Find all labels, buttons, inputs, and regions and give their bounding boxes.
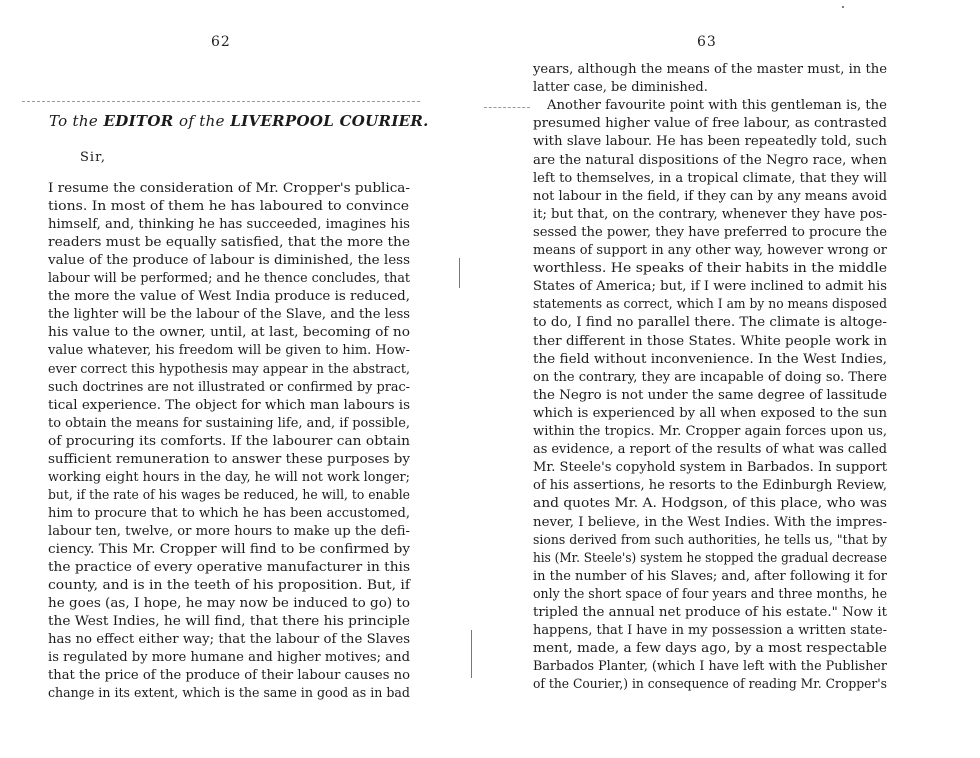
- text-line: ciency. This Mr. Cropper will find to be confirmed by: [48, 542, 411, 557]
- text-line: never, I believe, in the West Indies. With the impres-: [533, 514, 887, 530]
- text-line: the field without inconvenience. In the West Indies,: [533, 351, 887, 367]
- text-line: happens, that I have in my possession a written state-: [533, 623, 887, 639]
- text-line: ther different in those States. White people work in: [533, 333, 888, 349]
- heading-mid: of the: [179, 112, 225, 130]
- text-line: value whatever, his freedom will be given to him. How-: [48, 343, 411, 359]
- text-line: worthless. He speaks of their habits in the middle: [533, 261, 888, 277]
- text-line: the lighter will be the labour of the Slave, and the less: [48, 307, 411, 323]
- text-line: presumed higher value of free labour, as contrasted: [533, 116, 888, 132]
- heading-editor: EDITOR: [103, 112, 174, 130]
- text-line: of procuring its comforts. If the labourer can obtain: [48, 433, 411, 449]
- text-line: it; but that, on the contrary, whenever they have pos-: [533, 206, 887, 222]
- text-line: sufficient remuneration to answer these purposes by: [48, 451, 411, 467]
- text-line: tical experience. The object for which man labours is: [48, 397, 410, 413]
- text-line: working eight hours in the day, he will not work longer;: [48, 469, 410, 485]
- text-line: latter case, be diminished.: [533, 80, 708, 96]
- text-line: I resume the consideration of Mr. Cropper's publica-: [48, 181, 410, 196]
- text-line: States of America; but, if I were inclined to admit his: [533, 279, 887, 295]
- text-line: Another favourite point with this gentleman is, the: [547, 98, 887, 114]
- text-line: the West Indies, he will find, that there his principle: [48, 614, 410, 630]
- text-line: but, if the rate of his wages be reduced, he will, to enable: [48, 487, 410, 503]
- text-line: the Negro is not under the same degree of lassitude: [533, 387, 888, 403]
- text-line: has no effect either way; that the labour of the Slaves: [48, 632, 411, 648]
- text-line: with slave labour. He has been repeatedly told, such: [533, 134, 887, 150]
- text-line: such doctrines are not illustrated or confirmed by prac-: [48, 379, 411, 395]
- text-line: Mr. Steele's copyhold system in Barbados. In support: [533, 460, 888, 476]
- text-line: his (Mr. Steele's) system he stopped the gradual decrease: [533, 550, 888, 566]
- left-page: [0, 0, 480, 758]
- text-line: on the contrary, they are incapable of doing so. There: [533, 369, 888, 385]
- text-line: left to themselves, in a tropical climate, that they will: [533, 170, 887, 186]
- heading-paper: LIVERPOOL COURIER.: [230, 112, 429, 130]
- text-line: tripled the annual net produce of his estate." Now it: [533, 605, 888, 620]
- header-rule: [22, 101, 420, 102]
- text-line: tions. In most of them he has laboured to convince: [48, 199, 410, 215]
- text-line: the practice of every operative manufacturer in this: [48, 560, 410, 576]
- text-line: are the natural dispositions of the Negro race, when: [533, 152, 887, 168]
- page-number: 62: [211, 34, 231, 50]
- text-line: of the Courier,) in consequence of reading Mr. Cropper's: [533, 677, 887, 693]
- text-line: as evidence, a report of the results of what was called: [533, 442, 888, 458]
- text-line: him to procure that to which he has been accustomed,: [48, 505, 411, 521]
- text-line: which is experienced by all when exposed to the sun: [533, 405, 888, 421]
- text-line: in the number of his Slaves; and, after following it for: [533, 568, 887, 584]
- text-line: labour ten, twelve, or more hours to make up the defi-: [48, 523, 410, 539]
- text-line: means of support in any other way, however wrong or: [533, 243, 887, 258]
- text-line: within the tropics. Mr. Cropper again forces upon us,: [533, 424, 887, 439]
- text-line: and quotes Mr. A. Hodgson, of this place, who was: [533, 496, 888, 512]
- text-line: change in its extent, which is the same in good as in bad: [48, 686, 410, 702]
- text-line: sions derived from such authorities, he tells us, "that by: [533, 532, 888, 548]
- text-line: labour will be performed; and he thence concludes, that: [48, 271, 411, 287]
- text-line: his value to the owner, until, at last, becoming of no: [48, 325, 410, 341]
- text-line: is regulated by more humane and higher motives; and: [48, 650, 410, 666]
- text-line: statements as correct, which I am by no means disposed: [533, 297, 887, 313]
- text-line: only the short space of four years and three months, he: [533, 586, 888, 602]
- heading-prefix: To the: [49, 112, 99, 130]
- page-number: 63: [697, 34, 717, 50]
- text-line: to do, I find no parallel there. The climate is altoge-: [533, 315, 888, 331]
- text-line: county, and is in the teeth of his proposition. But, if: [48, 578, 411, 594]
- header-rule: [484, 107, 530, 108]
- text-line: readers must be equally satisfied, that the more the: [48, 235, 411, 251]
- text-line: not labour in the field, if they can by any means avoid: [533, 188, 888, 204]
- text-line: value of the produce of labour is diminished, the less: [48, 253, 410, 269]
- text-line: of his assertions, he resorts to the Edinburgh Review,: [533, 478, 888, 494]
- text-line: the more the value of West India produce is reduced,: [48, 289, 411, 305]
- text-line: himself, and, thinking he has succeeded, imagines his: [48, 217, 410, 233]
- text-line: years, although the means of the master must, in the: [533, 62, 887, 77]
- text-line: ment, made, a few days ago, by a most respectable: [533, 641, 888, 657]
- text-line: that the price of the produce of their labour causes no: [48, 668, 410, 684]
- text-line: to obtain the means for sustaining life, and, if possible,: [48, 415, 411, 431]
- margin-mark: [459, 258, 460, 288]
- salutation: Sir,: [80, 150, 106, 165]
- letter-heading: [49, 112, 429, 130]
- right-page: [500, 0, 980, 758]
- text-line: ever correct this hypothesis may appear in the abstract,: [48, 361, 411, 377]
- text-line: he goes (as, I hope, he may now be induced to go) to: [48, 596, 411, 612]
- margin-mark: [471, 630, 472, 678]
- corner-mark: [842, 6, 844, 8]
- text-line: sessed the power, they have preferred to procure the: [533, 224, 888, 240]
- text-line: Barbados Planter, (which I have left with the Publisher: [533, 659, 888, 675]
